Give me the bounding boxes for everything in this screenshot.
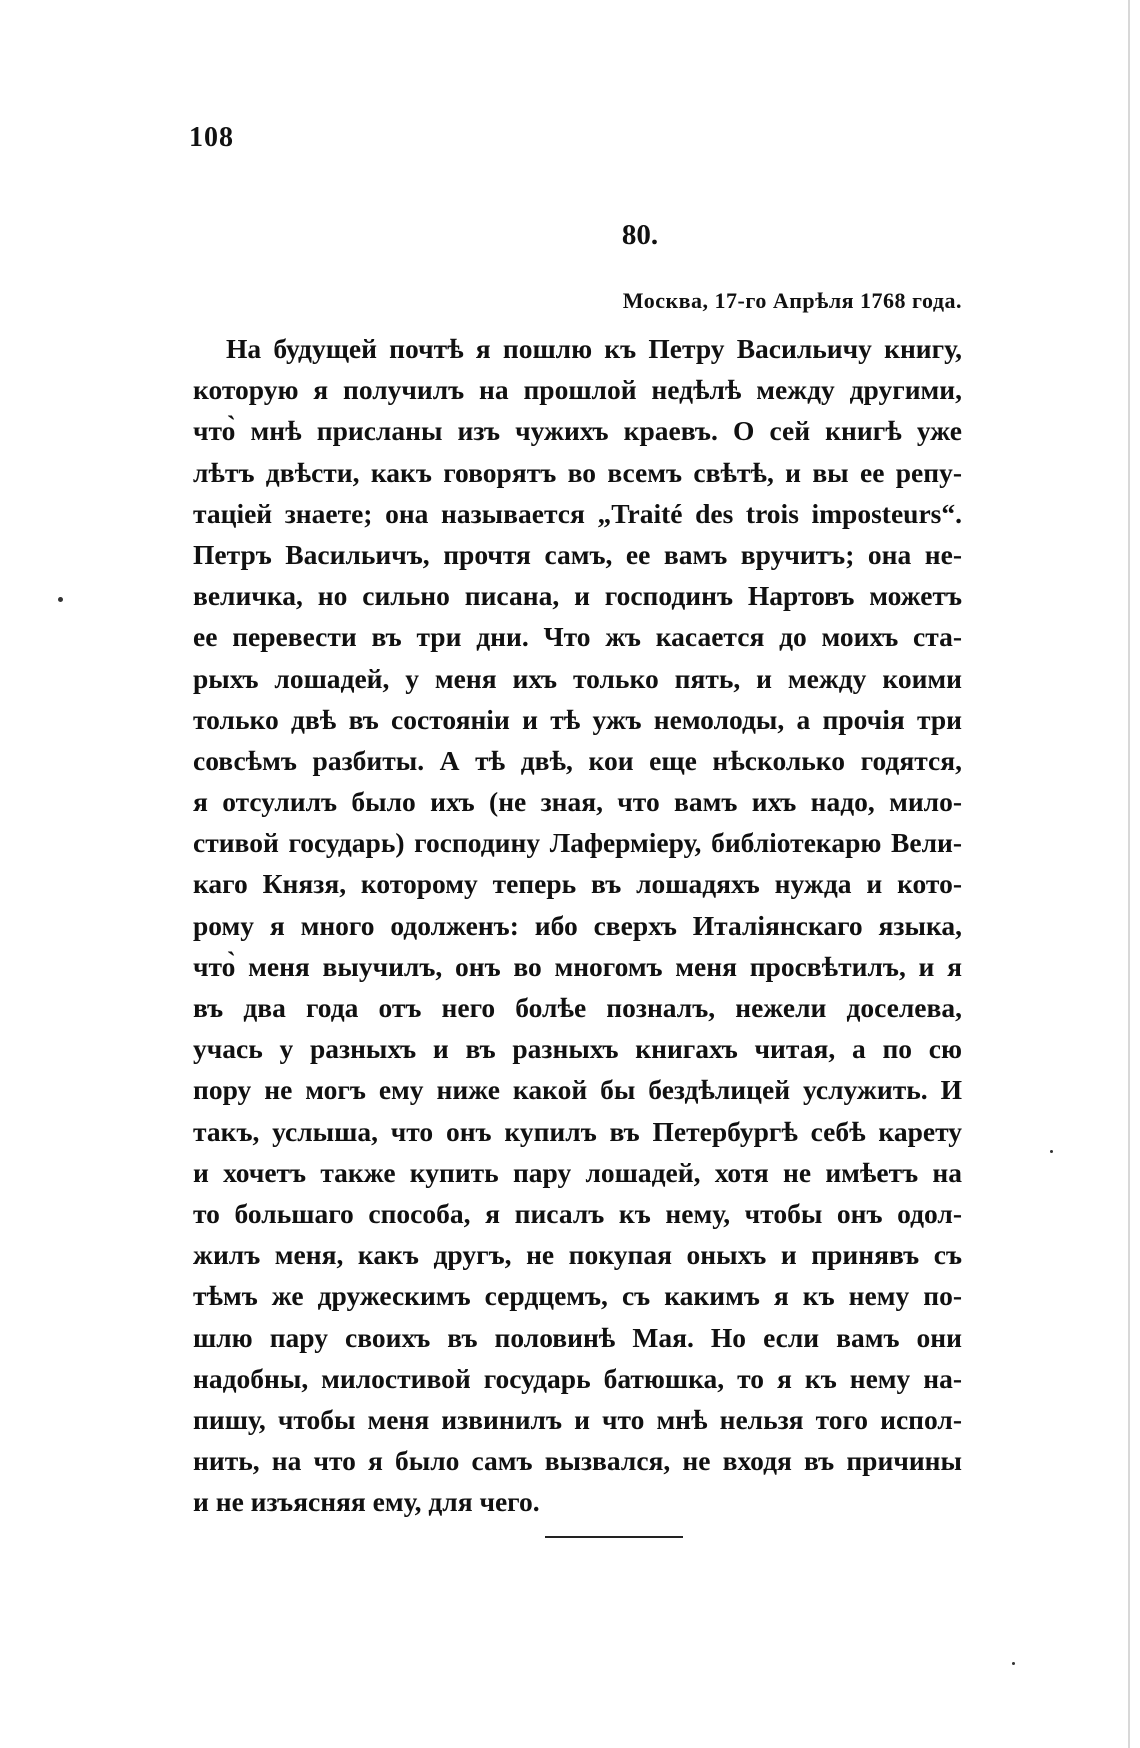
body-line: лѣтъ двѣсти, какъ говорятъ во всемъ свѣтѣ, и вы ее репу-: [193, 456, 962, 488]
body-line: пору не могъ ему ниже какой бы бездѣлицей услужить. И: [193, 1074, 962, 1106]
body-line: стивой государь) господину Лаферміеру, библіотекарю Вели-: [193, 827, 962, 859]
body-line: совсѣмъ разбиты. А тѣ двѣ, кои еще нѣсколько годятся,: [193, 744, 962, 776]
body-line: величка, но сильно писана, и господинъ Нартовъ можетъ: [193, 580, 962, 612]
body-line: такъ, услыша, что онъ купилъ въ Петербургѣ себѣ карету: [193, 1115, 962, 1147]
body-line: которую я получилъ на прошлой недѣлѣ между другими,: [193, 374, 962, 406]
body-line: На будущей почтѣ я пошлю къ Петру Васильичу книгу,: [226, 333, 962, 364]
body-line: тѣмъ же дружескимъ сердцемъ, съ какимъ я къ нему по-: [193, 1280, 962, 1312]
body-line: жилъ меня, какъ другъ, не покупая оныхъ и принявъ съ: [193, 1239, 962, 1271]
body-line: ее перевести въ три дни. Что жъ касается до моихъ ста-: [193, 621, 962, 653]
body-line: то большаго способа, я писалъ къ нему, чтобы онъ одол-: [193, 1197, 962, 1229]
body-line: только двѣ въ состояніи и тѣ ужъ немолоды, а прочія три: [193, 703, 962, 735]
body-line: я отсулилъ было ихъ (не зная, что вамъ ихъ надо, мило-: [193, 786, 962, 818]
print-speck: [1012, 1662, 1015, 1665]
body-line: рому я много одолженъ: ибо сверхъ Италіянскаго языка,: [193, 909, 962, 941]
page-number: 108: [189, 122, 234, 153]
body-line: что̀ мнѣ присланы изъ чужихъ краевъ. О сей книгѣ уже: [193, 415, 962, 447]
body-line: таціей знаете; она называется „Traité des trois imposteurs“.: [193, 497, 962, 529]
letter-body: [193, 328, 962, 1522]
body-line: пишу, чтобы меня извинилъ и что мнѣ нельзя того испол-: [193, 1403, 962, 1435]
body-line: рыхъ лошадей, у меня ихъ только пять, и между коими: [193, 662, 962, 694]
body-line: каго Князя, которому теперь въ лошадяхъ нужда и кото-: [193, 868, 962, 900]
end-rule: [545, 1536, 683, 1538]
page-edge-shadow: [1128, 0, 1130, 1748]
body-line: надобны, милостивой государь батюшка, то я къ нему на-: [193, 1362, 962, 1394]
body-line: Петръ Васильичъ, прочтя самъ, ее вамъ вручитъ; она не-: [193, 538, 962, 570]
body-line: въ два года отъ него болѣе позналъ, нежели доселева,: [193, 992, 962, 1023]
letter-number: 80.: [621, 219, 659, 251]
body-line: и хочетъ также купить пару лошадей, хотя не имѣетъ на: [193, 1156, 962, 1188]
body-line: шлю пару своихъ въ половинѣ Мая. Но если вамъ они: [193, 1321, 962, 1353]
print-speck: [1050, 1150, 1053, 1153]
body-line: учась у разныхъ и въ разныхъ книгахъ читая, а по сю: [193, 1033, 962, 1065]
body-line: и не изъясняя ему, для чего.: [193, 1486, 540, 1518]
body-line: нить, на что я было самъ вызвался, не входя въ причины: [193, 1445, 962, 1477]
letter-dateline: Москва, 17-го Апрѣля 1768 года.: [622, 288, 962, 313]
body-line: что̀ меня выучилъ, онъ во многомъ меня просвѣтилъ, и я: [193, 950, 962, 982]
print-speck: [58, 597, 63, 602]
